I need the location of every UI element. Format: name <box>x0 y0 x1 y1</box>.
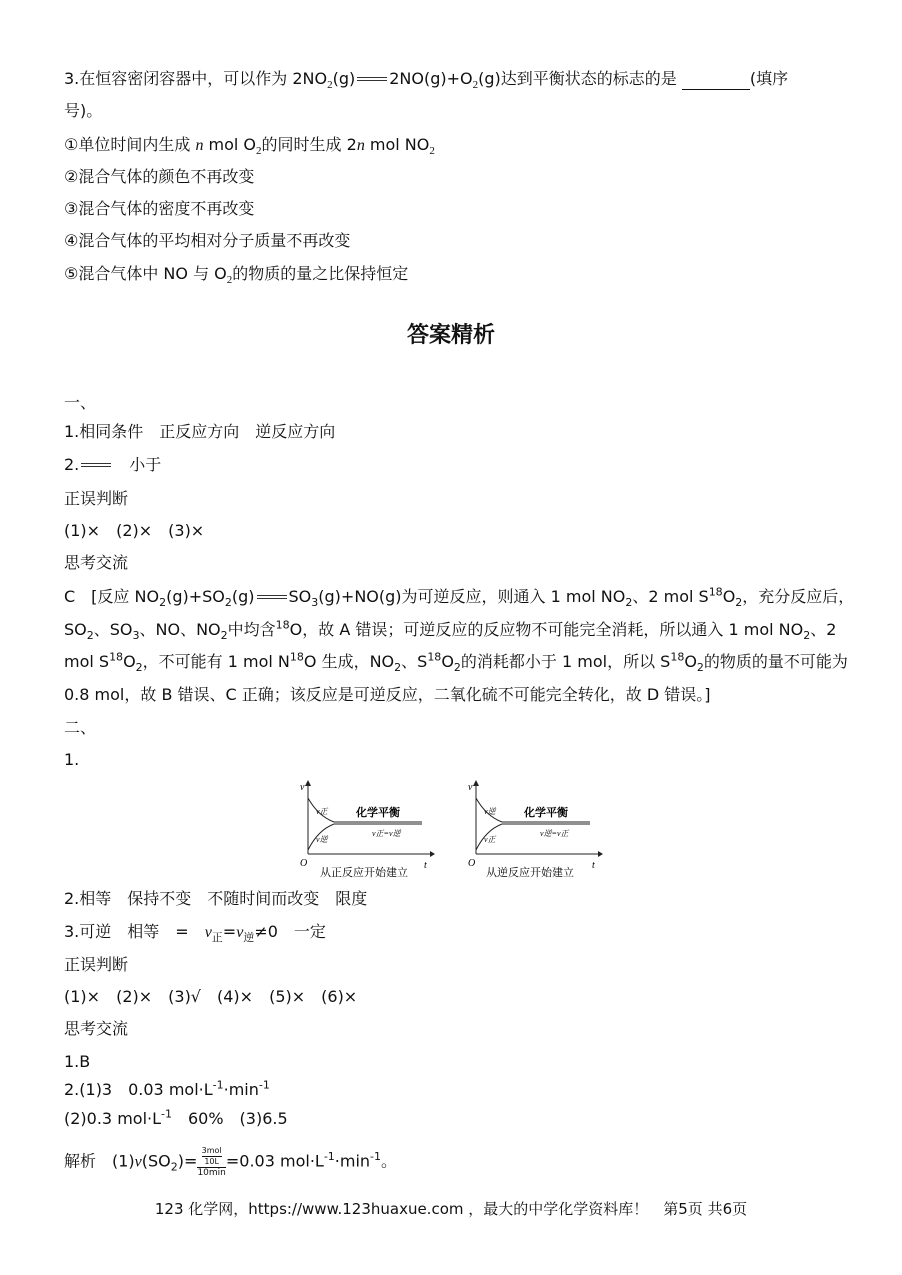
upper-curve-label: v正 <box>316 807 328 816</box>
origin-label: O <box>300 858 308 869</box>
t-axis-label: t <box>592 860 595 871</box>
equal-rate-label: v逆=v正 <box>540 829 569 838</box>
sec1-judge-title: 正误判断 <box>64 489 129 508</box>
answer-blank[interactable] <box>682 73 750 90</box>
equal-rate-label: v正=v逆 <box>372 829 401 838</box>
explain-line4: 0.8 mol，故 B 错误、C 正确；该反应是可逆反应，二氧化硫不可能完全转化，故 D 错误。] <box>64 685 711 704</box>
sec2-line1: 1. <box>64 750 80 769</box>
chart-caption: 从逆反应开始建立 <box>486 867 574 879</box>
sec1-line1: 1.相同条件 正反应方向 逆反应方向 <box>64 422 336 441</box>
sec2-line3: 3.可逆 相等 = $v_正=v_逆\ne 0$ 一定 <box>64 922 326 945</box>
page-footer: 123 化学网，https://www.123huaxue.com ，最大的中学化学资料库！ 第5页 共6页 <box>154 1200 748 1218</box>
rate-chart-reverse <box>464 778 604 882</box>
answer-heading: 答案精析 <box>406 323 495 348</box>
section2-title: 二、 <box>64 718 97 737</box>
equilibrium-arrow-icon <box>357 76 387 84</box>
t-axis-arrow-icon <box>598 851 603 857</box>
sec2-answer3: (2)0.3 $mol\cdot L^{-1}$ 60% (3)6.5 <box>64 1107 288 1128</box>
v-axis-arrow-icon <box>305 780 311 786</box>
lower-curve-label: v正 <box>484 835 496 844</box>
sec1-judge: (1)× (2)× (3)× <box>64 521 205 540</box>
question-stem-line2: 号)。 <box>64 101 103 120</box>
sec2-line2: 2.相等 保持不变 不随时间而改变 限度 <box>64 889 368 908</box>
explain-line3: mol $S^{18}O_2$，不可能有 1 mol $N^{18}O$ 生成，$NO_2$、$S^{18}O_2$的消耗都小于 1 mol，所以 $S^{18}O_2$的物质的量不可能为 <box>64 650 848 675</box>
sec2-judge: (1)× (2)× (3)√ (4)× (5)× (6)× <box>64 987 358 1006</box>
upper-curve-label: v逆 <box>484 807 496 816</box>
lower-curve-label: v逆 <box>316 835 328 844</box>
sec2-think-title: 思考交流 <box>64 1019 129 1038</box>
question-stem-line1: 3.在恒容密闭容器中，可以作为 $2NO_2(g)$ $2NO(g)+O_2(g)$达到平衡状态的标志的是 (填序 <box>64 69 789 92</box>
equilibrium-arrow-icon <box>81 462 111 470</box>
sec2-answer2: 2.(1)3 0.03 $mol\cdot L^{-1}\cdot\min^{-1}$ <box>64 1078 270 1099</box>
option-4: ④混合气体的平均相对分子质量不再改变 <box>64 231 351 250</box>
sec1-think-title: 思考交流 <box>64 553 129 572</box>
sec2-answer1: 1.B <box>64 1052 91 1071</box>
explain-line1: C [反应 $NO_2(g)+SO_2(g)$ $SO_3(g)+NO(g)$为可逆反应，则通入 1 mol $NO_2$、2 mol $S^{18}O_2$，充分反应后， <box>64 585 855 610</box>
equilibrium-label: 化学平衡 <box>524 807 568 819</box>
equilibrium-arrow-icon <box>257 594 287 602</box>
option-3: ③混合气体的密度不再改变 <box>64 199 255 218</box>
rate-fraction: $\frac{\frac{\text{3mol}}{10L}}{10\min}$ <box>197 1146 226 1178</box>
sec1-line2: 2. 小于 <box>64 455 162 474</box>
t-axis-label: t <box>424 860 427 871</box>
option-5: ⑤混合气体中 NO 与 $O_2$的物质的量之比保持恒定 <box>64 264 409 287</box>
t-axis-arrow-icon <box>430 851 435 857</box>
explain-line2: $SO_2$、$SO_3$、NO、$NO_2$中均含$^{18}$O，故 A 错误；可逆反应的反应物不可能完全消耗，所以通入 1 mol $NO_2$、2 <box>64 618 837 643</box>
sec2-explanation: 解析 $(1)v(SO_2)=$ $\frac{\frac{\text{3mol}}{10L}}{10\min}$ =0.03 $mol\cdot L^{-1}\cdot\min^{-1}$。 <box>64 1146 398 1178</box>
sec2-judge-title: 正误判断 <box>64 955 129 974</box>
v-axis-label: v <box>300 782 305 793</box>
chart-caption: 从正反应开始建立 <box>320 867 408 879</box>
rate-chart-forward <box>296 778 436 882</box>
equilibrium-label: 化学平衡 <box>356 807 400 819</box>
section1-title: 一、 <box>64 393 97 412</box>
origin-label: O <box>468 858 476 869</box>
v-axis-label: v <box>468 782 473 793</box>
v-axis-arrow-icon <box>473 780 479 786</box>
option-2: ②混合气体的颜色不再改变 <box>64 167 255 186</box>
option-1: ①单位时间内生成 n mol $O_2$的同时生成 2n mol $NO_2$ <box>64 135 435 158</box>
